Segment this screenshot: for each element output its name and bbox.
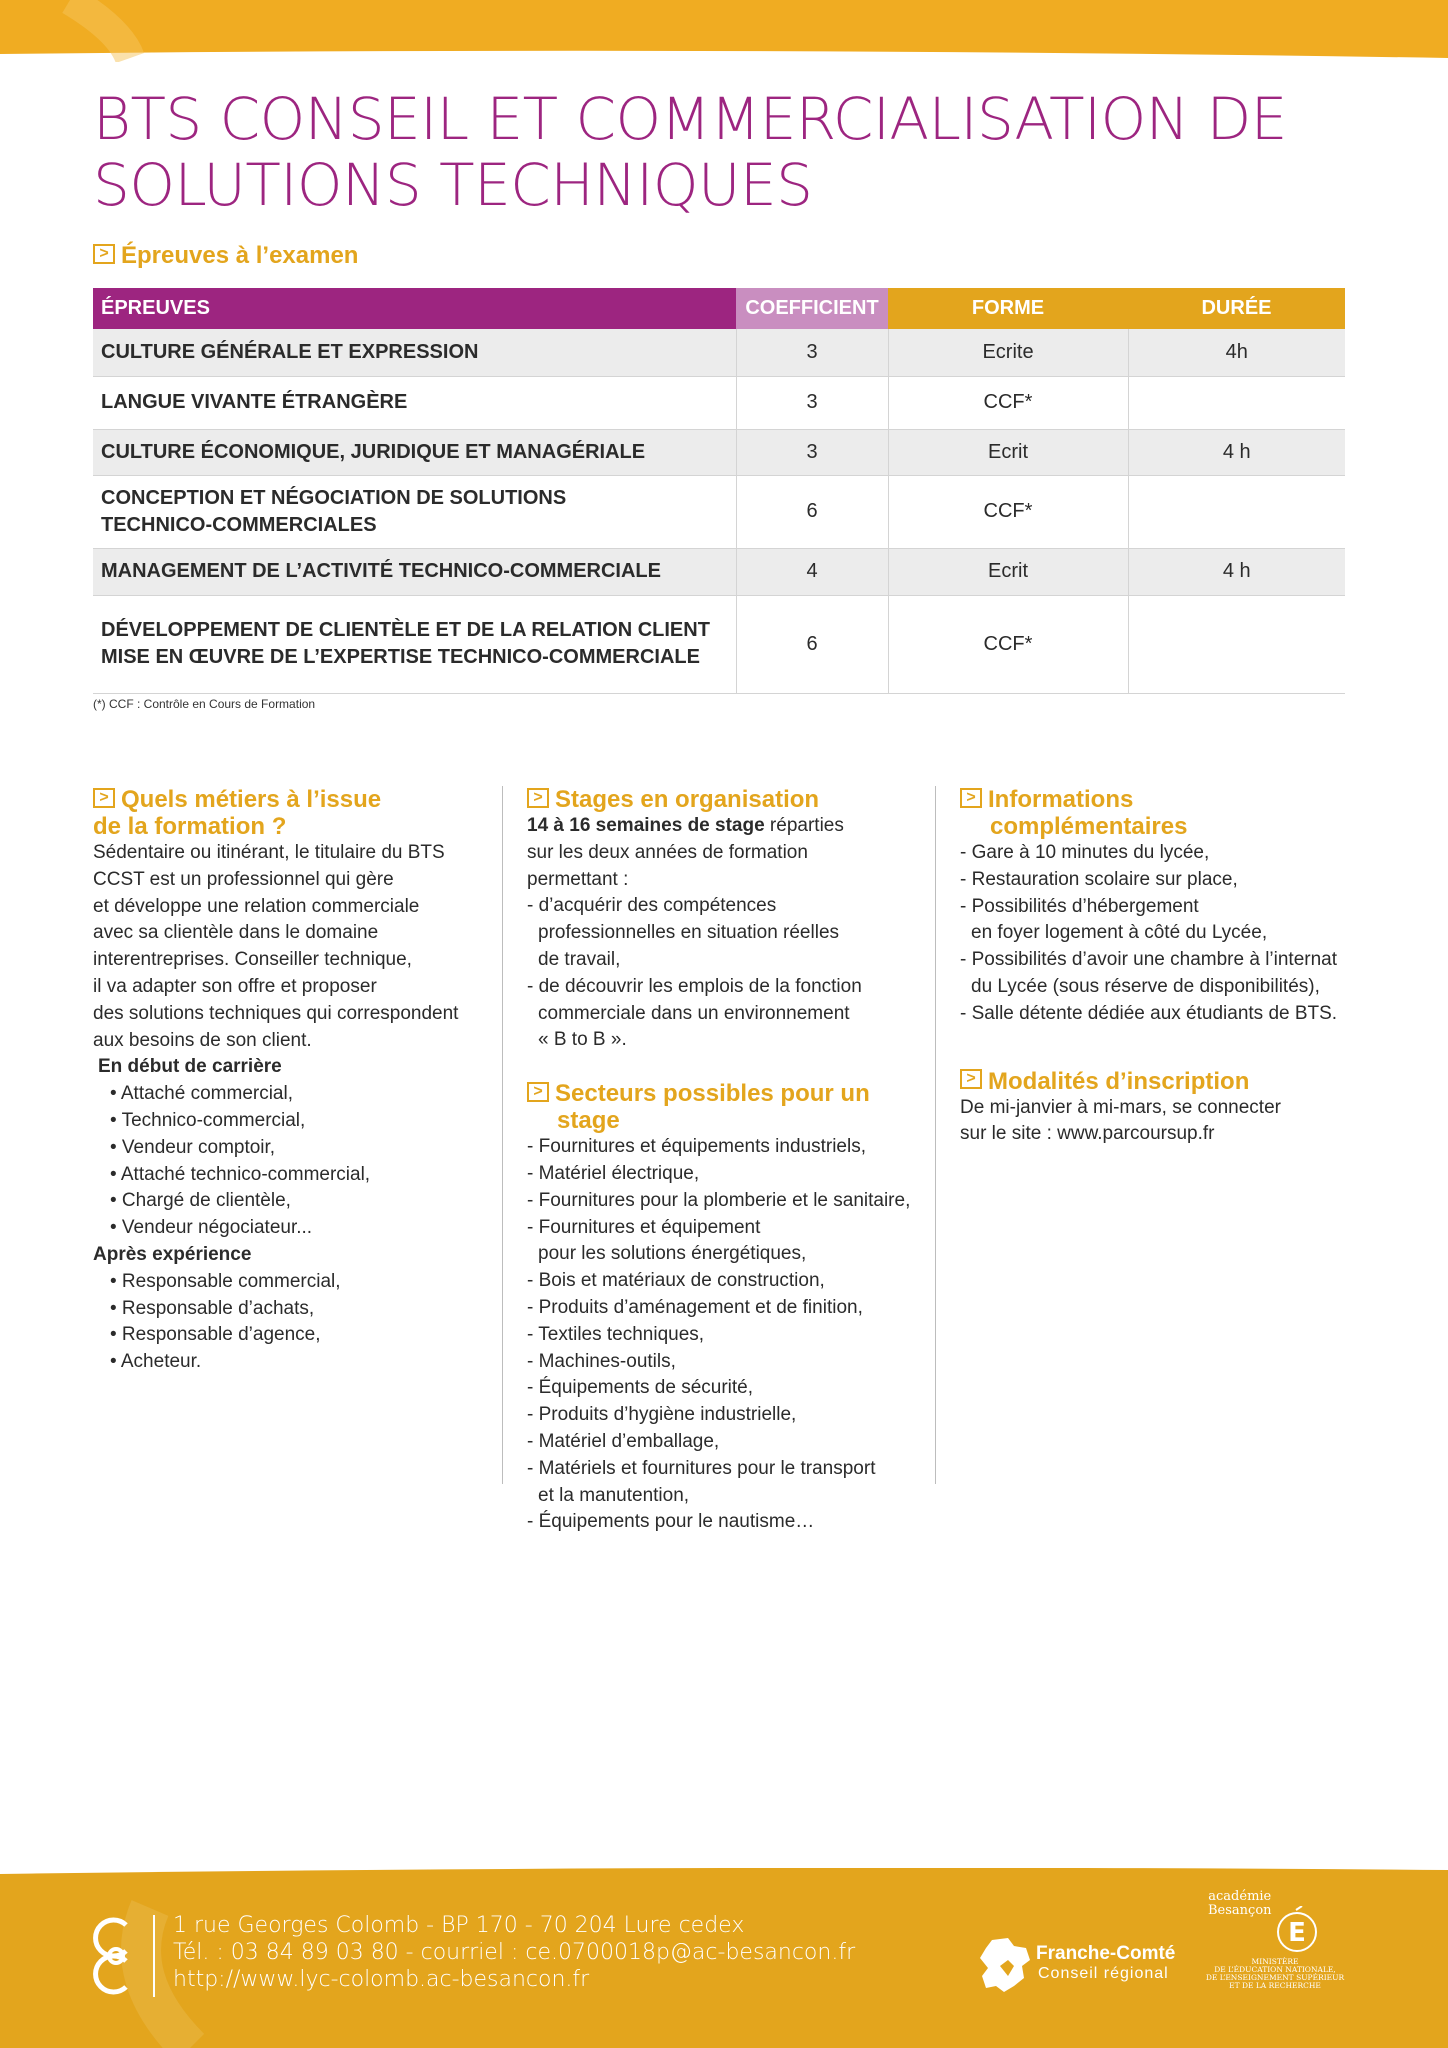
epreuve-name: CONCEPTION ET NÉGOCIATION DE SOLUTIONS TECHNICO-COMMERCIALES xyxy=(93,475,736,548)
duree-cell: 4 h xyxy=(1128,429,1345,475)
ccf-footnote: (*) CCF : Contrôle en Cours de Formation xyxy=(93,697,316,711)
duree-cell: 4 h xyxy=(1128,548,1345,595)
table-row xyxy=(93,548,1345,595)
list-item: • Responsable d’agence, xyxy=(110,1324,321,1346)
footer-address: 1 rue Georges Colomb - BP 170 - 70 204 Lure cedex xyxy=(173,1913,745,1938)
table-row xyxy=(93,595,1345,693)
infos-column xyxy=(960,786,1360,1148)
list-item: • Responsable d’achats, xyxy=(110,1297,315,1319)
epreuve-name: CULTURE GÉNÉRALE ET EXPRESSION xyxy=(93,329,736,376)
debut-carriere-list xyxy=(93,1081,493,1242)
list-item: - Textiles techniques, xyxy=(527,1323,705,1345)
exam-table xyxy=(93,288,1345,694)
header-coefficient: COEFFICIENT xyxy=(736,288,888,329)
list-item: - Équipements de sécurité, xyxy=(527,1377,754,1399)
duree-cell: 4h xyxy=(1128,329,1345,376)
ministere-label: MINISTÈRE DE L’ÉDUCATION NATIONALE, DE L’ENSEIGNEMENT SUPÉRIEUR ET DE LA RECHERCHE xyxy=(1205,1957,1345,1990)
list-item: - Bois et matériaux de construction, xyxy=(527,1270,825,1292)
table-row xyxy=(93,429,1345,475)
list-item: - Fournitures et équipements industriels, xyxy=(527,1136,866,1158)
duree-cell xyxy=(1128,595,1345,693)
duree-cell xyxy=(1128,475,1345,548)
region-subtitle: Conseil régional xyxy=(1038,1965,1169,1982)
coefficient-cell: 4 xyxy=(736,548,888,595)
list-item: • Vendeur négociateur... xyxy=(110,1217,313,1239)
stages-intro: 14 à 16 semaines de stage réparties xyxy=(527,815,844,836)
metiers-heading: > Quels métiers à l’issue de la formation ? xyxy=(93,786,382,840)
list-item: - Fournitures pour la plomberie et le sanitaire, xyxy=(527,1189,911,1211)
stages-intro-line: permettant : xyxy=(527,868,629,890)
academie-label: académie Besançon xyxy=(1208,1889,1272,1918)
academie-e-icon xyxy=(1276,1906,1316,1952)
coefficient-cell: 3 xyxy=(736,376,888,429)
list-item: • Vendeur comptoir, xyxy=(110,1136,276,1158)
list-item: • Technico-commercial, xyxy=(110,1109,306,1131)
stages-column xyxy=(527,786,927,1536)
metiers-column xyxy=(93,786,493,1376)
page-title: BTS CONSEIL ET COMMERCIALISATION DE SOLUTIONS TECHNIQUES xyxy=(93,85,1287,219)
column-divider xyxy=(935,786,936,1484)
infos-list xyxy=(960,840,1360,1028)
column-divider xyxy=(502,786,503,1484)
arrow-box-icon: > xyxy=(960,788,982,808)
header-forme: FORME xyxy=(888,288,1128,329)
duree-cell xyxy=(1128,376,1345,429)
svg-text:E: E xyxy=(1288,1918,1306,1948)
list-item: - Machines-outils, xyxy=(527,1350,676,1372)
list-item: - d’acquérir des compétences professionnelles en situation réelles de travail, xyxy=(527,895,840,970)
list-item: • Chargé de clientèle, xyxy=(110,1190,291,1212)
infos-heading: > Informations complémentaires xyxy=(960,786,1360,840)
arrow-box-icon: > xyxy=(960,1069,982,1089)
secteurs-heading: > Secteurs possibles pour un stage xyxy=(527,1080,927,1134)
exam-section-heading: > Épreuves à l’examen xyxy=(93,242,358,269)
arrow-box-icon: > xyxy=(527,788,549,808)
exam-table-header xyxy=(93,288,1345,329)
list-item: - Gare à 10 minutes du lycée, xyxy=(960,842,1210,863)
inscription-line: De mi-janvier à mi-mars, se connecter xyxy=(960,1096,1281,1118)
lycee-logo-icon xyxy=(86,1915,134,2002)
apres-experience-title: Après expérience xyxy=(93,1243,252,1265)
list-item: - Produits d’hygiène industrielle, xyxy=(527,1404,797,1426)
footer-contact[interactable]: Tél. : 03 84 89 03 80 - courriel : ce.0700018p@ac-besancon.fr xyxy=(173,1940,856,1965)
footer-address-block xyxy=(173,1912,855,1993)
table-row xyxy=(93,376,1345,429)
list-item: - Fournitures et équipement pour les solutions énergétiques, xyxy=(527,1216,807,1265)
list-item: - Possibilités d’hébergement en foyer logement à côté du Lycée, xyxy=(960,895,1268,944)
metiers-description: Sédentaire ou itinérant, le titulaire du BTS CCST est un professionnel qui gère et développe une relation commerciale avec sa clientèle dans le domaine interentreprises. Conseiller technique, il va adapter son offre et proposer des solutions techniques qui correspondent aux besoins de son client. xyxy=(93,842,459,1051)
footer-divider xyxy=(153,1915,155,1997)
header-epreuves: ÉPREUVES xyxy=(93,288,736,329)
top-banner xyxy=(0,0,1448,62)
epreuve-name: CULTURE ÉCONOMIQUE, JURIDIQUE ET MANAGÉRIALE xyxy=(93,429,736,475)
stages-heading: > Stages en organisation xyxy=(527,786,927,813)
list-item: • Acheteur. xyxy=(110,1351,202,1373)
forme-cell: CCF* xyxy=(888,595,1128,693)
epreuve-name: DÉVELOPPEMENT DE CLIENTÈLE ET DE LA RELATION CLIENT MISE EN ŒUVRE DE L’EXPERTISE TECHNICO-COMMERCIALE xyxy=(93,595,736,693)
forme-cell: CCF* xyxy=(888,376,1128,429)
region-name: Franche-Comté xyxy=(1036,1943,1176,1964)
list-item: - Produits d’aménagement et de finition, xyxy=(527,1296,863,1318)
list-item: • Responsable commercial, xyxy=(110,1270,341,1292)
inscription-heading: > Modalités d’inscription xyxy=(960,1068,1360,1095)
epreuve-name: MANAGEMENT DE L’ACTIVITÉ TECHNICO-COMMERCIALE xyxy=(93,548,736,595)
stages-intro-line: sur les deux années de formation xyxy=(527,841,808,863)
arrow-box-icon: > xyxy=(93,244,115,264)
secteurs-list xyxy=(527,1134,927,1536)
inscription-line: sur le site : www.parcoursup.fr xyxy=(960,1123,1215,1145)
coefficient-cell: 6 xyxy=(736,475,888,548)
coefficient-cell: 6 xyxy=(736,595,888,693)
list-item: - Équipements pour le nautisme… xyxy=(527,1511,815,1533)
table-row xyxy=(93,475,1345,548)
coefficient-cell: 3 xyxy=(736,429,888,475)
list-item: • Attaché technico-commercial, xyxy=(110,1163,371,1185)
list-item: - Restauration scolaire sur place, xyxy=(960,868,1238,890)
forme-cell: Ecrit xyxy=(888,429,1128,475)
list-item: - de découvrir les emplois de la fonction commerciale dans un environnement « B to B ». xyxy=(527,975,862,1051)
forme-cell: CCF* xyxy=(888,475,1128,548)
stages-list xyxy=(527,893,927,1054)
list-item: - Salle détente dédiée aux étudiants de BTS. xyxy=(960,1002,1338,1024)
table-row xyxy=(93,329,1345,376)
arrow-box-icon: > xyxy=(527,1082,549,1102)
apres-experience-list xyxy=(93,1269,493,1376)
arrow-box-icon: > xyxy=(93,788,115,808)
epreuve-name: LANGUE VIVANTE ÉTRANGÈRE xyxy=(93,376,736,429)
list-item: - Possibilités d’avoir une chambre à l’internat du Lycée (sous réserve de disponibilités), xyxy=(960,949,1338,997)
forme-cell: Ecrite xyxy=(888,329,1128,376)
footer-website-link[interactable]: http://www.lyc-colomb.ac-besancon.fr xyxy=(173,1967,590,1992)
franche-comte-map-icon xyxy=(978,1936,1034,2001)
list-item: - Matériel électrique, xyxy=(527,1162,700,1184)
coefficient-cell: 3 xyxy=(736,329,888,376)
header-duree: DURÉE xyxy=(1128,288,1345,329)
forme-cell: Ecrit xyxy=(888,548,1128,595)
list-item: • Attaché commercial, xyxy=(110,1083,293,1105)
list-item: - Matériels et fournitures pour le transport et la manutention, xyxy=(527,1457,876,1506)
list-item: - Matériel d’emballage, xyxy=(527,1430,720,1452)
debut-carriere-title: En début de carrière xyxy=(98,1056,282,1078)
